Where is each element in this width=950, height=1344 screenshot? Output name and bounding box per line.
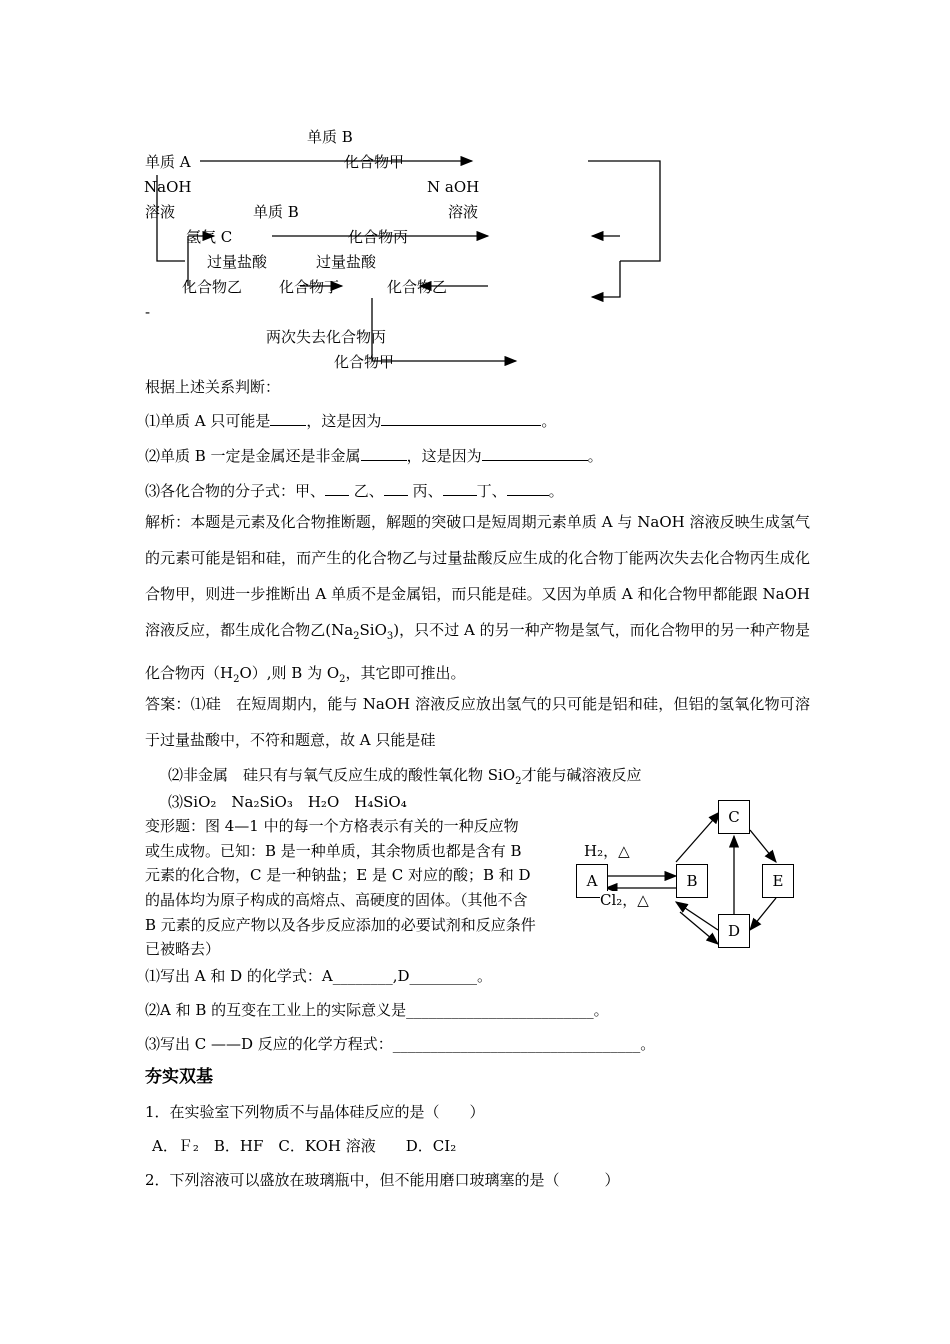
answer-1: 答案：⑴硅 在短周期内，能与 NaOH 溶液反应放出氢气的只可能是铝和硅，但铝的氢氧化物可溶于过量盐酸中，不符和题意，故 A 只能是硅 xyxy=(145,695,810,749)
variant-line-3: 元素的化合物，C 是一种钠盐；E 是 C 对应的酸；B 和 D xyxy=(145,866,531,884)
jia-bottom: 化合物甲 xyxy=(334,353,395,371)
variant-line-1: 变形题：图 4—1 中的每一个方格表示有关的一种反应物 xyxy=(145,817,519,835)
bracket-right xyxy=(588,161,660,261)
analysis-part-4: O）,则 B 为 O xyxy=(239,664,340,682)
variant-question-2: ⑵A 和 B 的互变在工业上的实际意义是_________________________。 xyxy=(145,1001,609,1019)
q3-blank-3[interactable] xyxy=(443,481,477,496)
q3-text-d: 丁、 xyxy=(476,482,507,500)
section-title: 夯实双基 xyxy=(145,1067,213,1087)
q3-text-a: ⑶各化合物的分子式：甲、 xyxy=(145,482,326,500)
q2-text-c: 。 xyxy=(587,447,603,465)
q3-text-c: 丙、 xyxy=(412,482,443,500)
box-d: D xyxy=(718,914,750,948)
answer-2-a: ⑵非金属 硅只有与氧气反应生成的酸性氧化物 SiO xyxy=(168,766,516,784)
label-b-top: 单质 B xyxy=(307,128,353,146)
analysis-part-2: SiO xyxy=(359,621,387,639)
mc-question-2: 2．下列溶液可以盛放在玻璃瓶中，但不能用磨口玻璃塞的是（ ） xyxy=(145,1171,620,1189)
right-lower-bracket xyxy=(592,261,620,297)
analysis-sub-4: 2 xyxy=(339,674,346,685)
lose-bing: 两次失去化合物丙 xyxy=(266,328,387,346)
box-c: C xyxy=(718,800,750,834)
q1-blank-2[interactable] xyxy=(381,411,541,426)
arrow-b-to-c xyxy=(676,812,720,862)
naoh-left: NaOH xyxy=(144,178,192,196)
box-b: B xyxy=(676,864,708,898)
rongye-left: 溶液 xyxy=(145,203,176,221)
answer-2-b: 才能与碱溶液反应 xyxy=(521,766,642,784)
q3-text-b: 乙、 xyxy=(353,482,384,500)
hcl-right: 过量盐酸 xyxy=(316,253,377,271)
q1-text-a: ⑴单质 A 只可能是 xyxy=(145,412,271,430)
answer-3: ⑶SiO₂ Na₂SiO₃ H₂O H₄SiO₄ xyxy=(168,793,407,811)
rongye-right: 溶液 xyxy=(448,203,479,221)
analysis-paragraph xyxy=(145,504,810,698)
ding: 化合物丁 xyxy=(279,278,340,296)
mc-question-1-options: A．Ｆ₂ B．HF C．KOH 溶液 D．CI₂ xyxy=(152,1137,457,1155)
analysis-part-3: )，只不过 A 的另一种产物是氢气，而化合物甲的另一种产物是化合物丙（H xyxy=(145,621,810,682)
yi-left: 化合物乙 xyxy=(182,278,243,296)
label-b-mid: 单质 B xyxy=(253,203,299,221)
q3-text-e: 。 xyxy=(548,482,564,500)
q2-blank-1[interactable] xyxy=(361,446,407,461)
box-a: A xyxy=(576,864,608,898)
answer-2-sub: 2 xyxy=(515,776,522,787)
label-a: 单质 A xyxy=(145,153,191,171)
variant-line-5: B 元素的反应产物以及各步反应添加的必要试剂和反应条件 xyxy=(145,916,536,934)
answer-2 xyxy=(168,766,642,791)
q1-blank-1[interactable] xyxy=(270,411,306,426)
q1-text-c: 。 xyxy=(541,412,557,430)
question-2 xyxy=(145,446,603,465)
arrow-c-to-e xyxy=(750,830,776,862)
analysis-sub-2: 3 xyxy=(386,631,394,642)
dash: - xyxy=(145,303,151,321)
intro: 根据上述关系判断： xyxy=(145,378,281,396)
q3-blank-4[interactable] xyxy=(507,481,549,496)
variant-line-6: 已被略去） xyxy=(145,940,221,958)
label-c: 氢气 C xyxy=(186,228,233,246)
analysis-part-1: 解析：本题是元素及化合物推断题，解题的突破口是短周期元素单质 A 与 NaOH 溶液反映生成氢气的元素可能是铝和硅，而产生的化合物乙与过量盐酸反应生成的化合物丁能两次失去化合物丙生成化合物甲，则进一步推断出 A 单质不是金属铝，而只能是硅。又因为单质 A 和化合物甲都能跟 NaOH 溶液反应，都生成化合物乙(Na xyxy=(145,513,810,639)
variant-line-4: 的晶体均为原子构成的高熔点、高硬度的固体。（其他不含 xyxy=(145,891,528,909)
box-e: E xyxy=(762,864,794,898)
variant-line-2: 或生成物。已知：B 是一种单质，其余物质也都是含有 B xyxy=(145,842,522,860)
label-h2: H₂，△ xyxy=(584,842,630,860)
q3-blank-1[interactable] xyxy=(325,481,349,496)
analysis-sub-1: 2 xyxy=(353,631,360,642)
arrow-e-to-d xyxy=(750,898,776,930)
q1-text-b: ，这是因为 xyxy=(306,412,382,430)
variant-question-1: ⑴写出 A 和 D 的化学式：A________,D_________。 xyxy=(145,967,493,985)
q2-blank-2[interactable] xyxy=(482,446,588,461)
q2-text-a: ⑵单质 B 一定是金属还是非金属 xyxy=(145,447,361,465)
question-3 xyxy=(145,481,564,500)
label-jia-top: 化合物甲 xyxy=(344,153,405,171)
label-cl2: Cl₂，△ xyxy=(600,891,649,909)
q3-blank-2[interactable] xyxy=(384,481,408,496)
variant-question-3: ⑶写出 C ——D 反应的化学方程式：_________________________________。 xyxy=(145,1035,656,1053)
analysis-sub-3: 2 xyxy=(233,674,240,685)
mc-question-1: 1．在实验室下列物质不与晶体硅反应的是（ ） xyxy=(145,1103,485,1121)
question-1 xyxy=(145,411,556,430)
label-bing: 化合物丙 xyxy=(348,228,409,246)
yi-right: 化合物乙 xyxy=(387,278,448,296)
q2-text-b: ，这是因为 xyxy=(406,447,482,465)
analysis-part-5: ，其它即可推出。 xyxy=(345,664,466,682)
hcl-left: 过量盐酸 xyxy=(207,253,268,271)
naoh-right: N aOH xyxy=(427,178,480,196)
